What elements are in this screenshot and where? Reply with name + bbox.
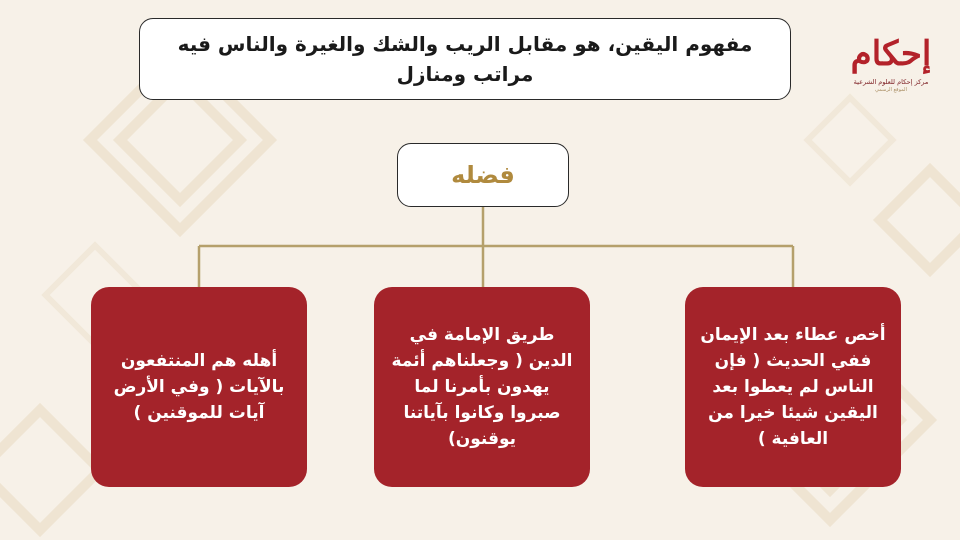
logo <box>846 20 936 100</box>
logo-name: إحكام <box>850 34 932 74</box>
child-node-middle <box>374 287 590 487</box>
child-text-middle: طريق الإمامة في الدين ( وجعلناهم أئمة يهدون بأمرنا لما صبروا وكانوا بآياتنا يوقنون) <box>391 325 573 449</box>
child-text-right: أخص عطاء بعد الإيمان ففي الحديث ( فإن الناس لم يعطوا بعد اليقين شيئا خيرا من العافية ) <box>700 325 886 449</box>
child-node-left <box>91 287 307 487</box>
child-text-left: أهله هم المنتفعون بالآيات ( وفي الأرض آيات للموقنين ) <box>113 351 285 423</box>
child-node-right <box>685 287 901 487</box>
root-label: فضله <box>451 161 515 189</box>
logo-subtitle: مركز إحكام للعلوم الشرعية <box>853 78 929 86</box>
header-box <box>139 18 791 100</box>
header-text: مفهوم اليقين، هو مقابل الريب والشك والغيرة والناس فيه مراتب ومنازل <box>177 32 753 86</box>
logo-tagline: الموقع الرسمي <box>875 87 907 93</box>
root-node <box>397 143 569 207</box>
